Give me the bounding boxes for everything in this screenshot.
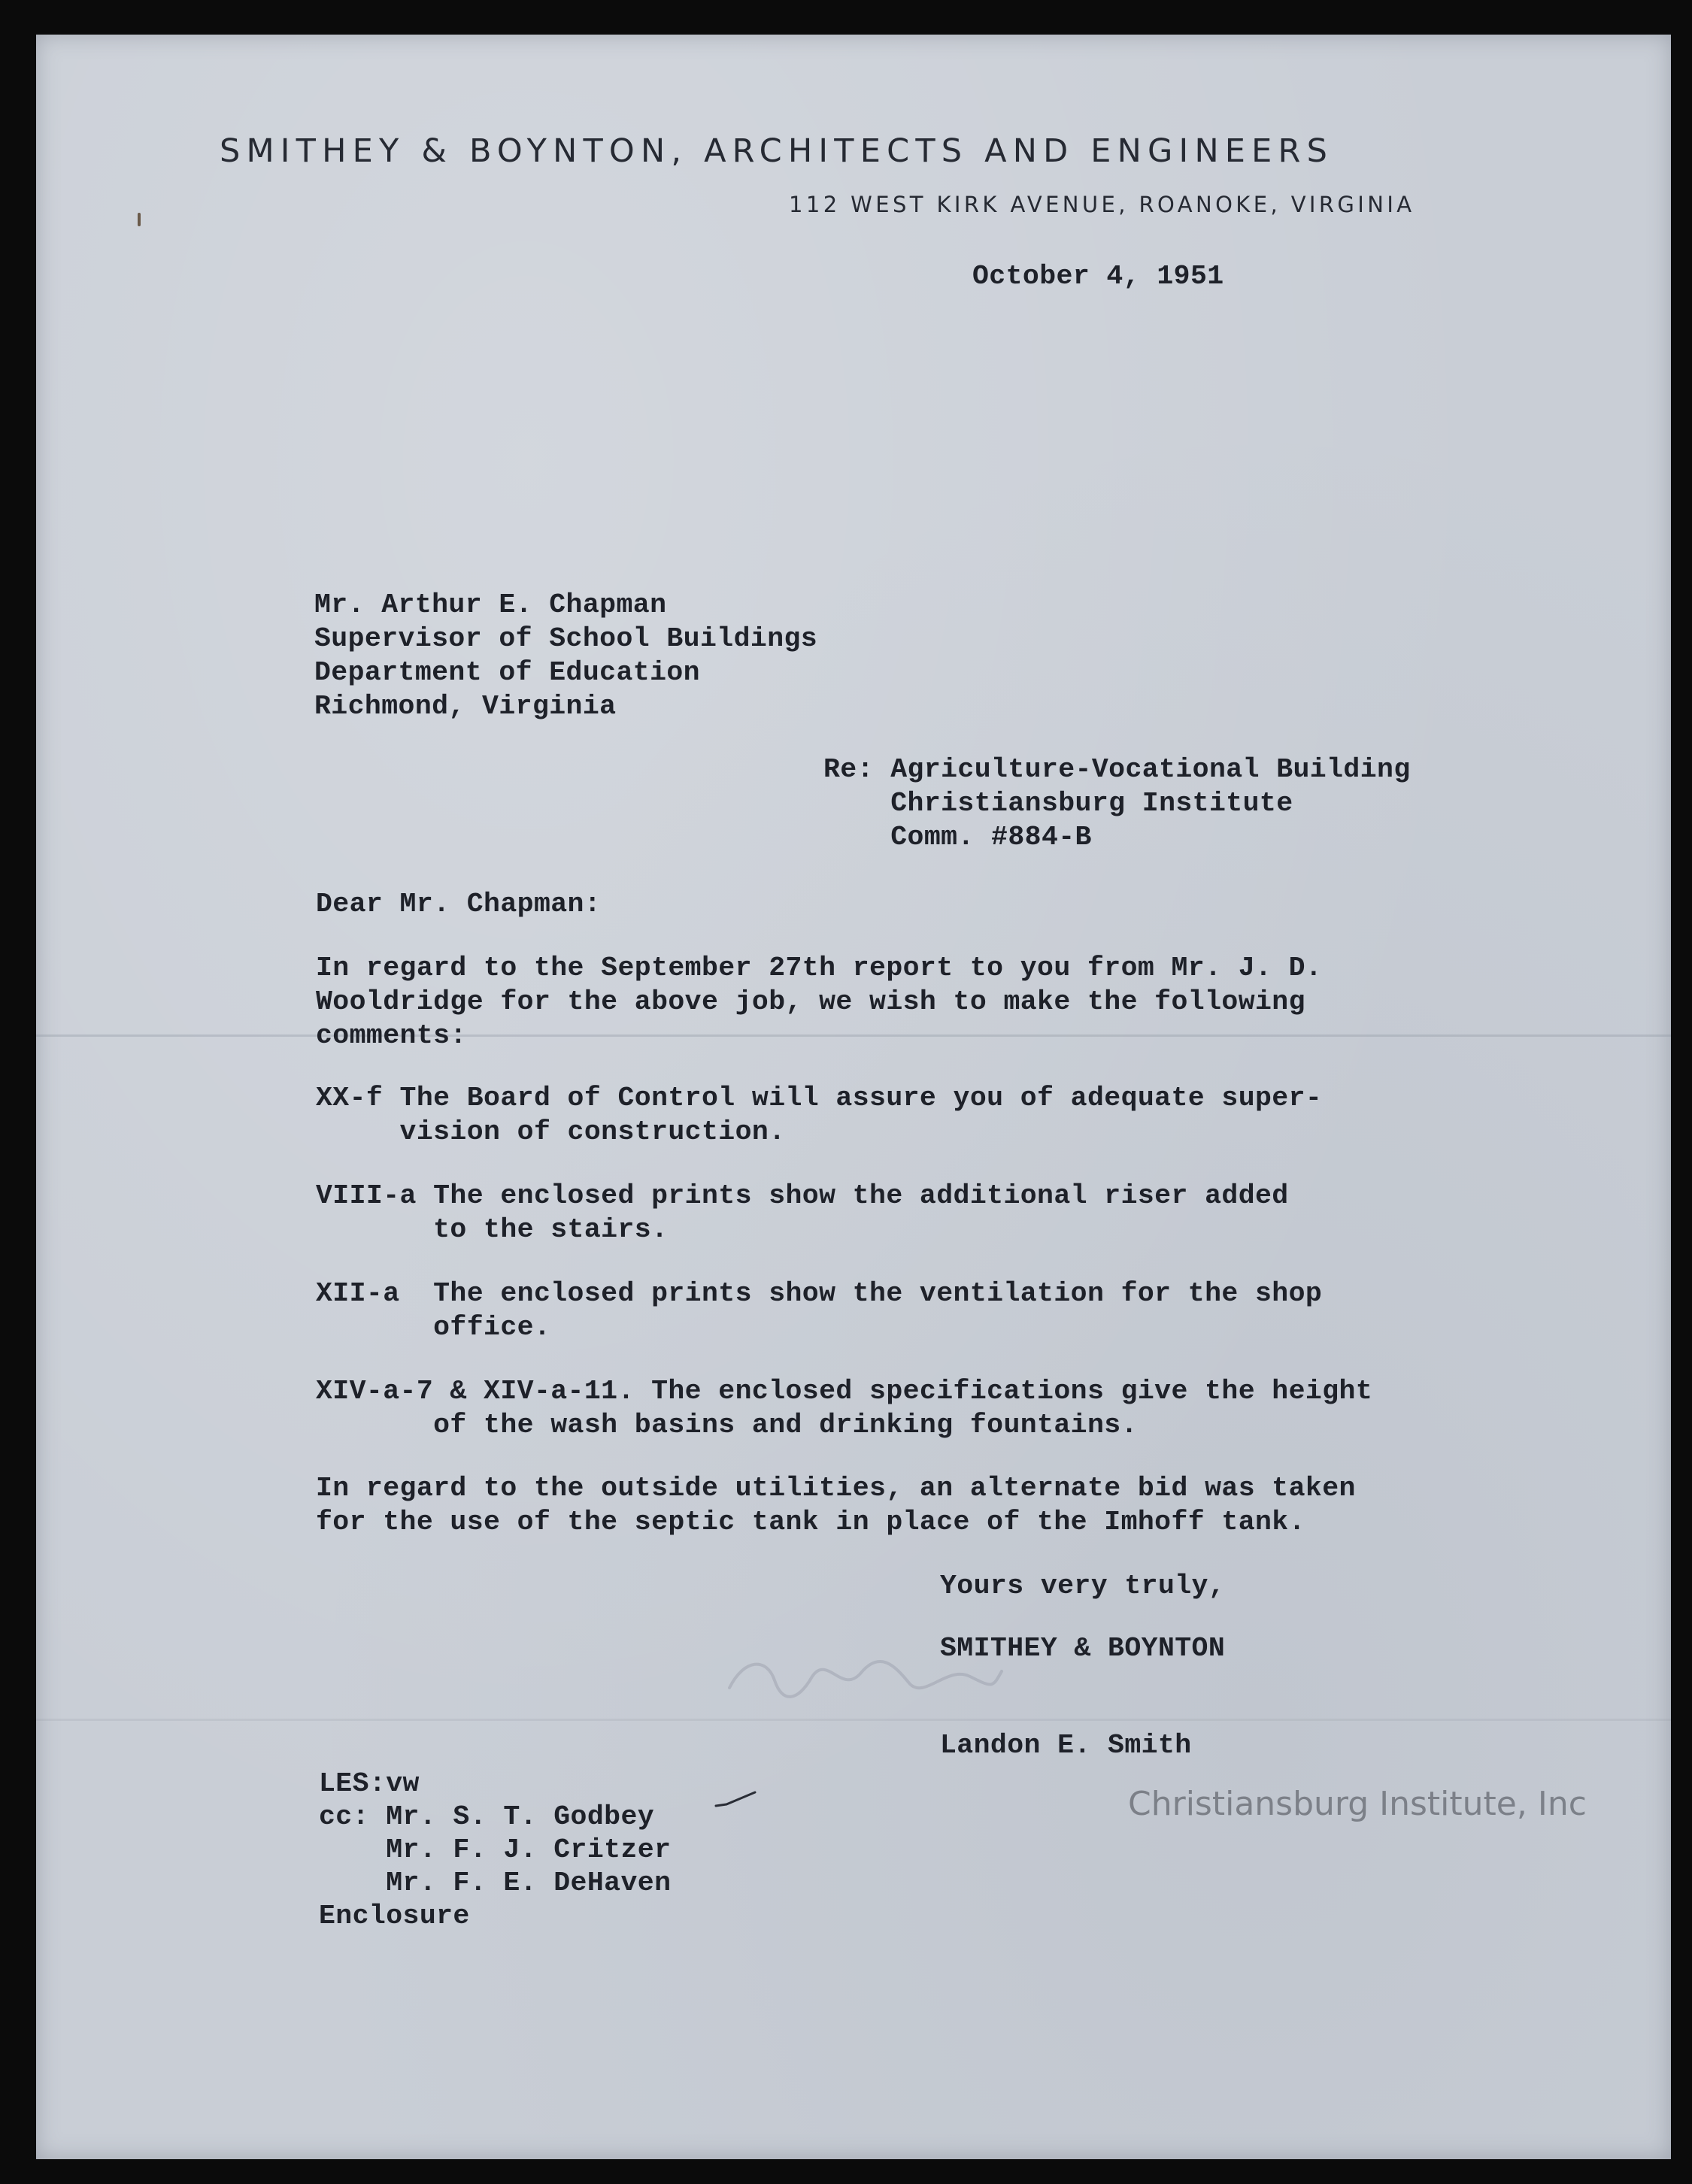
reference-line: Christiansburg Institute [823,788,1293,819]
letterhead-address: 112 WEST KIRK AVENUE, ROANOKE, VIRGINIA [789,192,1415,217]
enclosure-note: Enclosure [319,1901,470,1931]
typist-initials: LES:vw [319,1768,420,1799]
salutation: Dear Mr. Chapman: [316,889,602,919]
reference-line: Comm. #884-B [823,822,1092,853]
reference-line: Re: Agriculture-Vocational Building [823,754,1411,785]
letter-date: October 4, 1951 [972,261,1224,292]
intro-line: Wooldridge for the above job, we wish to make the following [316,986,1305,1017]
paper-fold-line [36,1034,1671,1037]
item-xii-a-cont: office. [316,1312,551,1343]
complimentary-close: Yours very truly, [940,1571,1226,1601]
paper-fold-line-lower [36,1719,1671,1721]
paper-speck [138,213,141,226]
cc-line: Mr. F. J. Critzer [319,1834,672,1865]
recipient-city: Richmond, Virginia [314,691,617,722]
closing-paragraph-line: for the use of the septic tank in place of the Imhoff tank. [316,1507,1305,1537]
recipient-department: Department of Education [314,657,700,688]
cc-line: cc: Mr. S. T. Godbey [319,1801,655,1832]
faint-signature [722,1635,1008,1718]
recipient-title: Supervisor of School Buildings [314,623,818,654]
recipient-name: Mr. Arthur E. Chapman [314,589,667,620]
letterhead-firm: SMITHEY & BOYNTON, ARCHITECTS AND ENGINEERS [220,132,1334,170]
item-xiv: XIV-a-7 & XIV-a-11. The enclosed specifications give the height [316,1376,1373,1407]
item-viii-a: VIII-a The enclosed prints show the additional riser added [316,1180,1289,1211]
intro-line: comments: [316,1020,467,1051]
intro-line: In regard to the September 27th report to you from Mr. J. D. [316,953,1323,983]
item-xx-f-cont: vision of construction. [316,1116,786,1147]
closing-paragraph-line: In regard to the outside utilities, an alternate bid was taken [316,1473,1356,1504]
signer-name: Landon E. Smith [940,1730,1192,1761]
watermark: Christiansburg Institute, Inc [1128,1785,1587,1823]
item-xiv-cont: of the wash basins and drinking fountains. [316,1410,1138,1440]
check-mark-icon [713,1789,758,1812]
item-xii-a: XII-a The enclosed prints show the ventilation for the shop [316,1278,1323,1309]
item-xx-f: XX-f The Board of Control will assure you of adequate super- [316,1083,1323,1113]
item-viii-a-cont: to the stairs. [316,1214,669,1245]
company-signature: SMITHEY & BOYNTON [940,1633,1226,1664]
cc-line: Mr. F. E. DeHaven [319,1867,672,1898]
